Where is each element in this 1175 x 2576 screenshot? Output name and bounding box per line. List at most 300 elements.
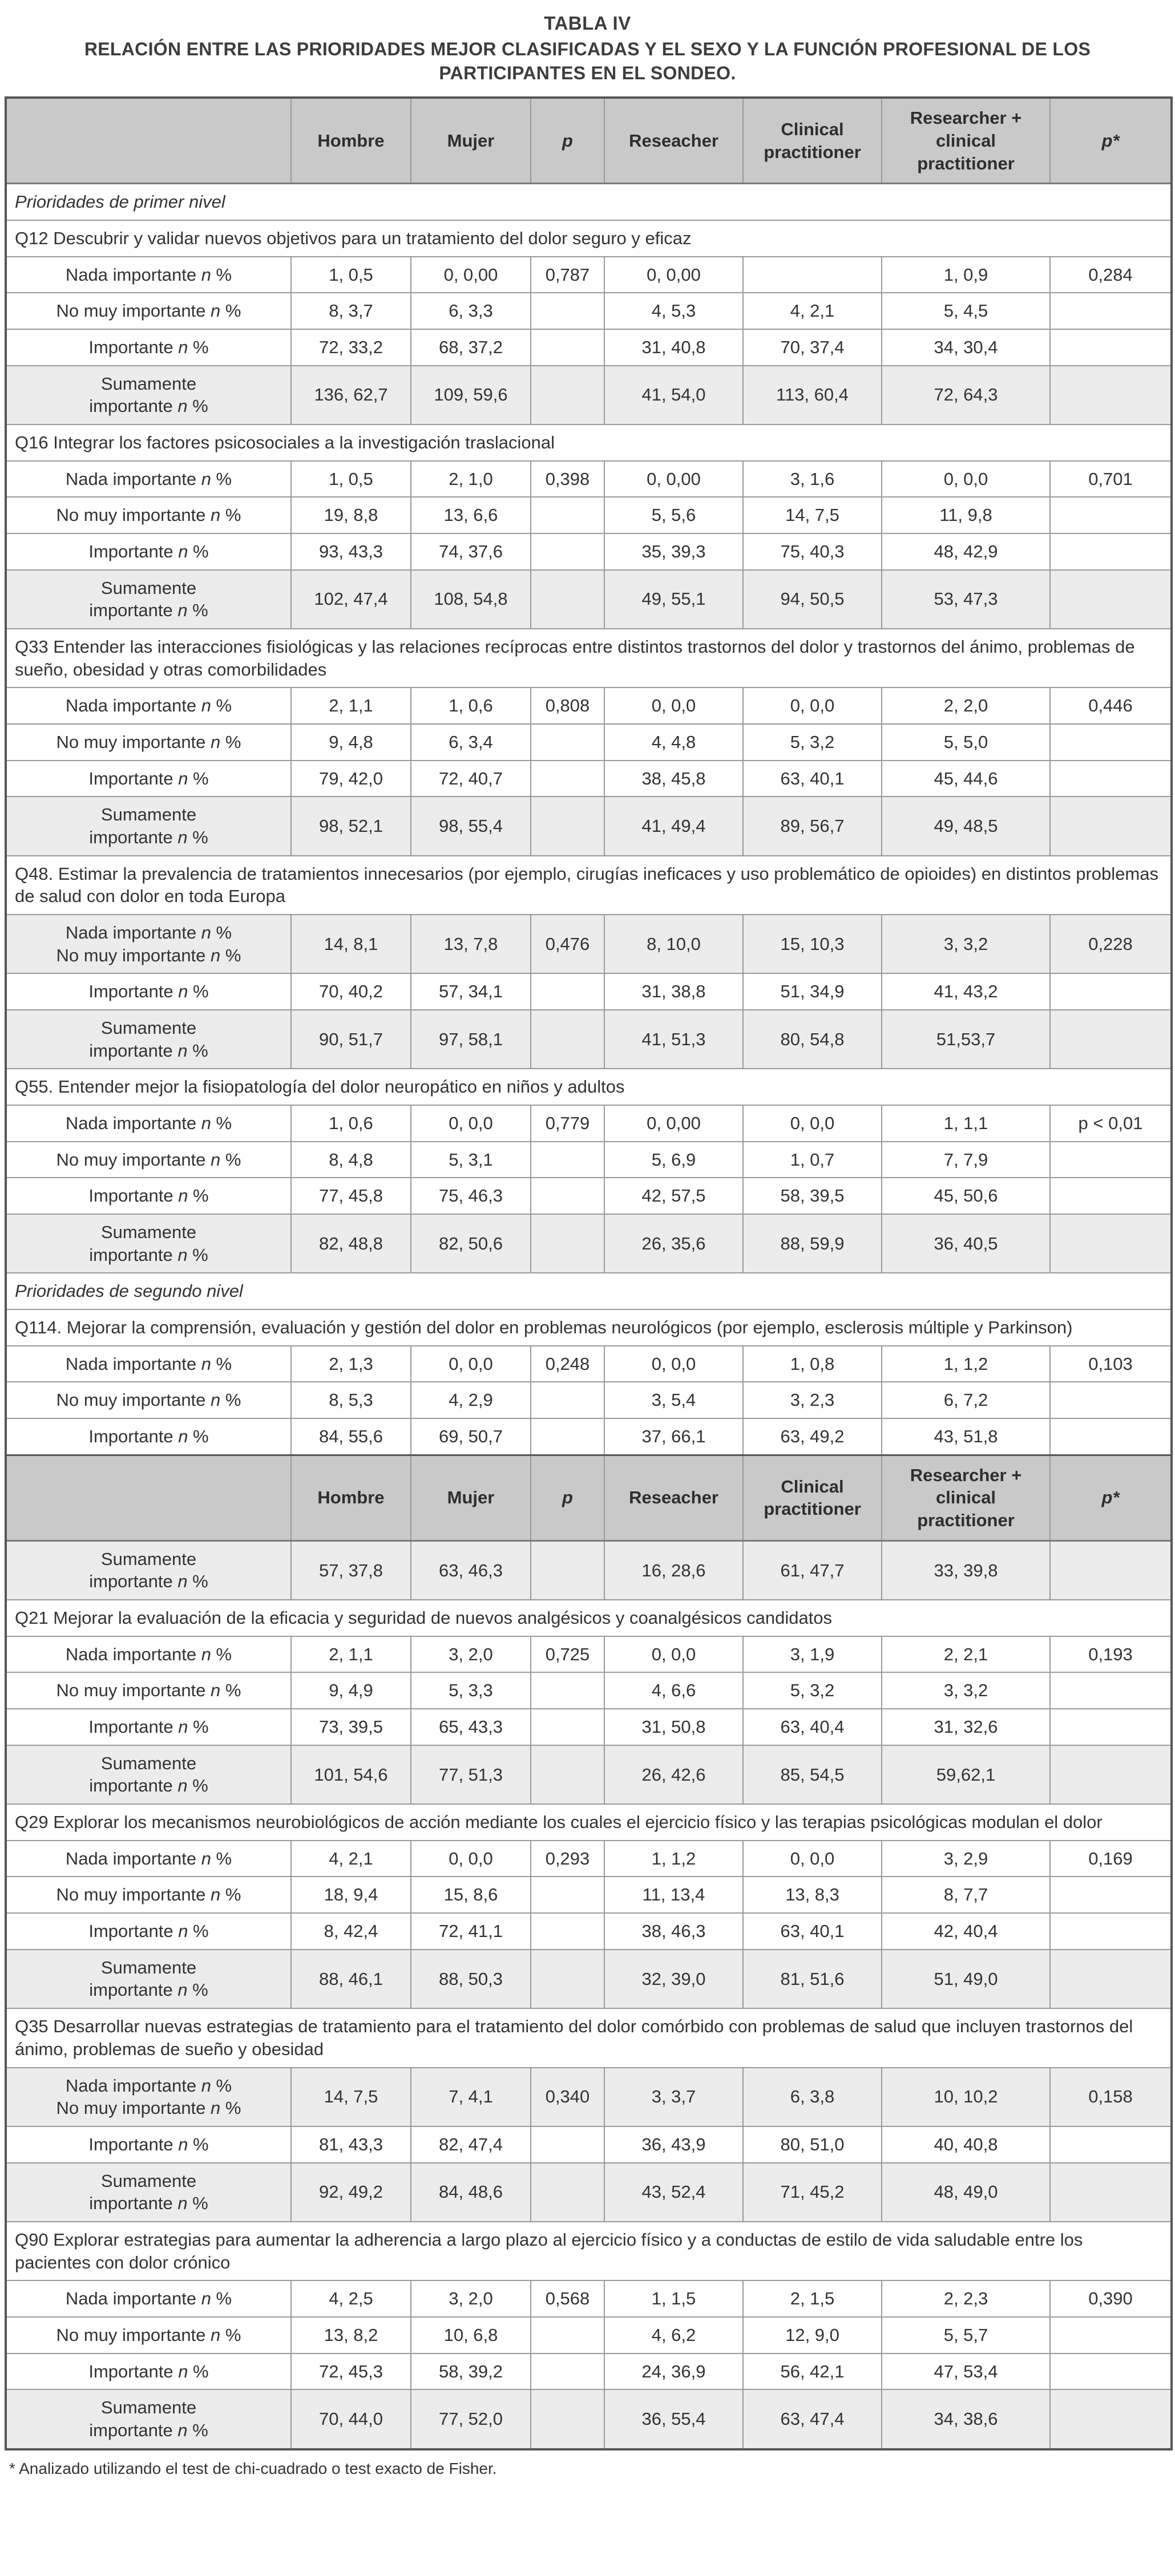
data-cell: 0,228 [1050,915,1172,973]
table-row [6,1142,1172,1178]
data-cell [1050,1745,1172,1804]
row-label: Sumamente importante n % [6,366,291,424]
data-cell: 2, 2,1 [882,1636,1050,1673]
data-cell [1050,1214,1172,1273]
data-cell: 0,284 [1050,257,1172,293]
data-cell [1050,796,1172,855]
data-cell [1050,533,1172,570]
data-cell: 4, 2,5 [291,2280,411,2317]
data-cell: 7, 7,9 [882,1142,1050,1178]
column-header: Reseacher [604,98,743,184]
data-cell: 8, 7,7 [882,1877,1050,1913]
data-cell: 0,725 [531,1636,604,1673]
data-cell: 6, 3,3 [411,293,531,329]
data-cell [531,2163,604,2222]
table-row [6,2068,1172,2126]
data-cell: 88, 46,1 [291,1950,411,2008]
data-cell: 8, 10,0 [604,915,743,973]
data-cell: 32, 39,0 [604,1950,743,2008]
table-row [6,533,1172,570]
data-cell [1050,2389,1172,2449]
section-label: Prioridades de primer nivel [6,184,1172,220]
data-cell [531,2126,604,2163]
data-cell: 92, 49,2 [291,2163,411,2222]
question-label: Q35 Desarrollar nuevas estrategias de tratamiento para el tratamiento del dolor comórbido con problemas de salud que incluyen trastornos del ánimo, problemas de sueño y obesidad [6,2008,1172,2067]
question-label: Q90 Explorar estrategias para aumentar la adherencia a largo plazo al ejercicio físico y a conductas de estilo de vida saludable entre los pacientes con dolor crónico [6,2222,1172,2280]
data-cell [1050,1178,1172,1214]
data-cell: 6, 3,4 [411,724,531,761]
data-cell: 43, 51,8 [882,1418,1050,1455]
data-cell [531,2389,604,2449]
table-row [6,1382,1172,1418]
data-cell [531,497,604,533]
data-cell: 93, 43,3 [291,533,411,570]
data-cell: 0, 0,0 [411,1346,531,1382]
column-header: p [531,98,604,184]
data-cell: 49, 48,5 [882,796,1050,855]
table-row [6,761,1172,797]
row-label: Sumamente importante n % [6,2389,291,2449]
data-cell: 3, 3,2 [882,1672,1050,1709]
data-cell: 51,53,7 [882,1010,1050,1069]
column-header: p [531,1455,604,1540]
table-body [6,98,1172,2449]
row-label: Importante n % [6,329,291,366]
question-label: Q48. Estimar la prevalencia de tratamientos innecesarios (por ejemplo, cirugías ineficaces y uso problemático de opioides) en distintos problemas de salud con dolor en toda Europa [6,856,1172,915]
data-cell: 3, 1,9 [743,1636,882,1673]
table-row [6,2280,1172,2317]
row-label: Nada importante n % [6,257,291,293]
data-cell [1050,293,1172,329]
data-cell: 47, 53,4 [882,2353,1050,2390]
data-cell: 2, 1,3 [291,1346,411,1382]
data-cell: 98, 55,4 [411,796,531,855]
data-cell [1050,1950,1172,2008]
question-row [6,1309,1172,1346]
data-cell: 1, 1,5 [604,2280,743,2317]
table-row [6,329,1172,366]
table-row [6,1346,1172,1382]
row-label: Nada importante n % [6,688,291,724]
question-label: Q33 Entender las interacciones fisiológicas y las relaciones recíprocas entre distintos trastornos del dolor y trastornos del ánimo, problemas de sueño, obesidad y otras comorbilidades [6,629,1172,688]
table-row [6,2163,1172,2222]
data-cell: 1, 0,8 [743,1346,882,1382]
question-label: Q114. Mejorar la comprensión, evaluación y gestión del dolor en problemas neurológicos (por ejemplo, esclerosis múltiple y Parkinson) [6,1309,1172,1346]
data-cell: 0, 0,0 [604,1636,743,1673]
table-row [6,1877,1172,1913]
column-header: Hombre [291,98,411,184]
section-row [6,184,1172,220]
data-cell [1050,1709,1172,1745]
data-cell: 113, 60,4 [743,366,882,424]
data-cell: 82, 48,8 [291,1214,411,1273]
data-cell: 0,779 [531,1105,604,1142]
row-label: Nada importante n % [6,1841,291,1877]
table-row [6,688,1172,724]
data-cell: 0, 0,00 [604,257,743,293]
data-cell: 4, 4,8 [604,724,743,761]
data-cell: 14, 8,1 [291,915,411,973]
table-row [6,497,1172,533]
data-cell: 75, 46,3 [411,1178,531,1214]
data-cell: p < 0,01 [1050,1105,1172,1142]
data-cell: 26, 35,6 [604,1214,743,1273]
data-cell: 0,169 [1050,1841,1172,1877]
data-cell: 31, 38,8 [604,973,743,1010]
table-row [6,1010,1172,1069]
table-title: TABLA IV [544,13,631,34]
data-cell: 5, 5,6 [604,497,743,533]
question-row [6,629,1172,688]
data-cell: 81, 51,6 [743,1950,882,2008]
data-cell [1050,2317,1172,2353]
data-cell: 2, 1,1 [291,1636,411,1673]
data-cell: 63, 40,1 [743,1913,882,1950]
data-cell: 3, 2,9 [882,1841,1050,1877]
data-cell: 70, 44,0 [291,2389,411,2449]
data-cell: 53, 47,3 [882,570,1050,629]
data-cell: 3, 5,4 [604,1382,743,1418]
data-cell: 31, 50,8 [604,1709,743,1745]
question-label: Q55. Entender mejor la fisiopatología del dolor neuropático en niños y adultos [6,1069,1172,1105]
data-cell: 3, 3,7 [604,2068,743,2126]
data-cell: 8, 3,7 [291,293,411,329]
data-cell: 9, 4,8 [291,724,411,761]
table-row [6,915,1172,973]
data-cell: 77, 52,0 [411,2389,531,2449]
data-cell [531,1745,604,1804]
table-header-row [6,1455,1172,1540]
table-row [6,293,1172,329]
data-cell: 10, 10,2 [882,2068,1050,2126]
data-cell: 5, 3,2 [743,1672,882,1709]
table-row [6,1178,1172,1214]
column-header: Researcher + clinical practitioner [882,98,1050,184]
data-cell: 3, 3,2 [882,915,1050,973]
row-label: No muy importante n % [6,1142,291,1178]
data-cell: 5, 6,9 [604,1142,743,1178]
table-row [6,1105,1172,1142]
data-cell [531,570,604,629]
data-cell: 41, 51,3 [604,1010,743,1069]
data-cell: 2, 1,0 [411,461,531,498]
data-cell: 5, 3,3 [411,1672,531,1709]
data-cell: 84, 55,6 [291,1418,411,1455]
data-cell [1050,1382,1172,1418]
data-cell: 0,340 [531,2068,604,2126]
data-cell: 40, 40,8 [882,2126,1050,2163]
data-cell: 36, 43,9 [604,2126,743,2163]
data-cell: 57, 37,8 [291,1540,411,1600]
data-cell [1050,2126,1172,2163]
table-row [6,570,1172,629]
row-label: Nada importante n % [6,2280,291,2317]
data-cell: 8, 42,4 [291,1913,411,1950]
table-subtitle: RELACIÓN ENTRE LAS PRIORIDADES MEJOR CLASIFICADAS Y EL SEXO Y LA FUNCIÓN PROFESIONAL DE LOS PARTICIPANTES EN EL SONDEO. [84,39,1091,83]
column-header: p* [1050,98,1172,184]
row-label: No muy importante n % [6,293,291,329]
data-cell: 51, 34,9 [743,973,882,1010]
data-cell [531,796,604,855]
section-row [6,1273,1172,1309]
data-cell: 72, 45,3 [291,2353,411,2390]
data-cell [531,2353,604,2390]
data-cell: 58, 39,5 [743,1178,882,1214]
data-cell: 0,390 [1050,2280,1172,2317]
question-label: Q21 Mejorar la evaluación de la eficacia y seguridad de nuevos analgésicos y coanalgésicos candidatos [6,1600,1172,1636]
data-cell: 15, 8,6 [411,1877,531,1913]
question-row [6,424,1172,461]
data-cell [531,1913,604,1950]
data-cell: 0, 0,0 [411,1105,531,1142]
data-cell [1050,1418,1172,1455]
data-cell [531,1950,604,2008]
data-cell: 11, 13,4 [604,1877,743,1913]
data-cell: 24, 36,9 [604,2353,743,2390]
data-cell [1050,2353,1172,2390]
data-cell: 0,446 [1050,688,1172,724]
question-label: Q29 Explorar los mecanismos neurobiológicos de acción mediante los cuales el ejercicio físico y las terapias psicológicas modulan el dolor [6,1804,1172,1841]
question-label: Q16 Integrar los factores psicosociales a la investigación traslacional [6,424,1172,461]
row-label: Importante n % [6,2126,291,2163]
table-row [6,461,1172,498]
data-cell: 0, 0,0 [604,688,743,724]
data-cell: 0,476 [531,915,604,973]
data-cell [1050,366,1172,424]
section-label: Prioridades de segundo nivel [6,1273,1172,1309]
table-row [6,1913,1172,1950]
data-cell: 1, 0,6 [411,688,531,724]
data-cell: 59,62,1 [882,1745,1050,1804]
data-cell [1050,724,1172,761]
data-cell: 1, 1,2 [882,1346,1050,1382]
row-label: Importante n % [6,2353,291,2390]
column-header: Clinical practitioner [743,98,882,184]
data-cell [1050,761,1172,797]
data-cell: 7, 4,1 [411,2068,531,2126]
data-cell [1050,2163,1172,2222]
data-cell: 80, 51,0 [743,2126,882,2163]
data-cell: 1, 1,1 [882,1105,1050,1142]
data-cell [1050,1913,1172,1950]
data-cell: 97, 58,1 [411,1010,531,1069]
table-caption [23,13,1153,85]
row-label: Sumamente importante n % [6,570,291,629]
row-label: Sumamente importante n % [6,1950,291,2008]
data-cell: 108, 54,8 [411,570,531,629]
table-row [6,2353,1172,2390]
data-cell: 0, 0,00 [604,1105,743,1142]
data-cell: 5, 5,0 [882,724,1050,761]
data-cell: 2, 1,1 [291,688,411,724]
row-label: Importante n % [6,1913,291,1950]
data-cell [531,1142,604,1178]
table-row [6,2126,1172,2163]
data-cell: 0,701 [1050,461,1172,498]
data-cell: 74, 37,6 [411,533,531,570]
data-cell: 90, 51,7 [291,1010,411,1069]
data-cell: 38, 46,3 [604,1913,743,1950]
data-cell: 79, 42,0 [291,761,411,797]
question-row [6,1804,1172,1841]
data-cell: 42, 57,5 [604,1178,743,1214]
data-cell: 26, 42,6 [604,1745,743,1804]
data-cell: 4, 6,6 [604,1672,743,1709]
data-cell [531,1709,604,1745]
data-cell: 3, 2,0 [411,1636,531,1673]
data-cell: 73, 39,5 [291,1709,411,1745]
data-cell: 63, 40,1 [743,761,882,797]
table-row [6,1841,1172,1877]
data-cell: 69, 50,7 [411,1418,531,1455]
data-cell [743,257,882,293]
data-cell [531,366,604,424]
data-cell: 71, 45,2 [743,2163,882,2222]
data-cell: 0,103 [1050,1346,1172,1382]
table-row [6,1950,1172,2008]
data-cell: 65, 43,3 [411,1709,531,1745]
table-row [6,1709,1172,1745]
data-cell: 72, 41,1 [411,1913,531,1950]
data-cell: 2, 2,0 [882,688,1050,724]
data-cell: 8, 5,3 [291,1382,411,1418]
data-cell: 0,158 [1050,2068,1172,2126]
row-label: Nada importante n % [6,1636,291,1673]
data-cell: 48, 42,9 [882,533,1050,570]
data-cell: 5, 5,7 [882,2317,1050,2353]
data-cell [531,973,604,1010]
data-cell: 72, 40,7 [411,761,531,797]
row-label: Nada importante n % [6,1346,291,1382]
data-cell: 63, 47,4 [743,2389,882,2449]
data-cell: 4, 5,3 [604,293,743,329]
data-cell: 136, 62,7 [291,366,411,424]
row-label: Nada importante n % [6,1105,291,1142]
data-cell: 10, 6,8 [411,2317,531,2353]
data-cell: 45, 50,6 [882,1178,1050,1214]
data-cell: 13, 8,3 [743,1877,882,1913]
row-label: No muy importante n % [6,2317,291,2353]
data-cell: 5, 3,1 [411,1142,531,1178]
data-cell [1050,1540,1172,1600]
row-label: Nada importante n % No muy importante n % [6,915,291,973]
table-row [6,1214,1172,1273]
data-cell: 77, 45,8 [291,1178,411,1214]
data-cell: 1, 0,6 [291,1105,411,1142]
row-label: Sumamente importante n % [6,1214,291,1273]
column-header: p* [1050,1455,1172,1540]
data-cell: 45, 44,6 [882,761,1050,797]
data-cell: 5, 3,2 [743,724,882,761]
data-cell: 16, 28,6 [604,1540,743,1600]
question-row [6,1600,1172,1636]
question-row [6,2008,1172,2067]
data-cell: 0, 0,0 [411,1841,531,1877]
data-cell: 1, 0,5 [291,461,411,498]
data-cell: 0,193 [1050,1636,1172,1673]
data-cell: 31, 40,8 [604,329,743,366]
data-cell: 49, 55,1 [604,570,743,629]
data-cell [531,1178,604,1214]
data-cell: 75, 40,3 [743,533,882,570]
data-cell: 85, 54,5 [743,1745,882,1804]
data-cell: 18, 9,4 [291,1877,411,1913]
data-cell: 101, 54,6 [291,1745,411,1804]
data-cell [531,2317,604,2353]
data-cell: 1, 0,5 [291,257,411,293]
column-header: Mujer [411,1455,531,1540]
data-cell: 3, 1,6 [743,461,882,498]
data-cell: 36, 55,4 [604,2389,743,2449]
data-cell: 34, 30,4 [882,329,1050,366]
row-label: Importante n % [6,533,291,570]
table-row [6,724,1172,761]
data-cell: 88, 59,9 [743,1214,882,1273]
data-cell: 2, 2,3 [882,2280,1050,2317]
data-cell: 35, 39,3 [604,533,743,570]
data-cell [531,1672,604,1709]
data-cell: 0,248 [531,1346,604,1382]
data-cell: 11, 9,8 [882,497,1050,533]
row-label: Sumamente importante n % [6,796,291,855]
data-cell [531,1214,604,1273]
data-cell: 109, 59,6 [411,366,531,424]
data-cell [1050,329,1172,366]
data-cell: 4, 6,2 [604,2317,743,2353]
table-row [6,796,1172,855]
data-cell: 81, 43,3 [291,2126,411,2163]
data-cell: 63, 49,2 [743,1418,882,1455]
data-cell: 6, 7,2 [882,1382,1050,1418]
data-cell: 63, 46,3 [411,1540,531,1600]
data-cell: 4, 2,1 [291,1841,411,1877]
data-cell: 4, 2,1 [743,293,882,329]
data-cell: 41, 54,0 [604,366,743,424]
data-cell [1050,973,1172,1010]
row-label: Sumamente importante n % [6,1540,291,1600]
data-cell: 68, 37,2 [411,329,531,366]
data-cell: 82, 50,6 [411,1214,531,1273]
row-label: Sumamente importante n % [6,1745,291,1804]
data-cell: 56, 42,1 [743,2353,882,2390]
question-row [6,2222,1172,2280]
data-cell [1050,570,1172,629]
column-header-empty [6,1455,291,1540]
row-label: Sumamente importante n % [6,1010,291,1069]
table-row [6,1636,1172,1673]
column-header: Hombre [291,1455,411,1540]
data-cell: 70, 40,2 [291,973,411,1010]
data-cell: 42, 40,4 [882,1913,1050,1950]
data-cell [1050,497,1172,533]
data-cell [531,761,604,797]
data-cell [1050,1877,1172,1913]
row-label: Importante n % [6,1178,291,1214]
table-row [6,1672,1172,1709]
data-cell: 77, 51,3 [411,1745,531,1804]
data-cell: 13, 7,8 [411,915,531,973]
data-cell: 58, 39,2 [411,2353,531,2390]
data-cell [531,1418,604,1455]
row-label: Nada importante n % [6,461,291,498]
data-cell: 82, 47,4 [411,2126,531,2163]
data-cell: 37, 66,1 [604,1418,743,1455]
data-cell: 0,398 [531,461,604,498]
question-row [6,856,1172,915]
data-cell: 8, 4,8 [291,1142,411,1178]
row-label: No muy importante n % [6,1672,291,1709]
data-cell: 14, 7,5 [743,497,882,533]
